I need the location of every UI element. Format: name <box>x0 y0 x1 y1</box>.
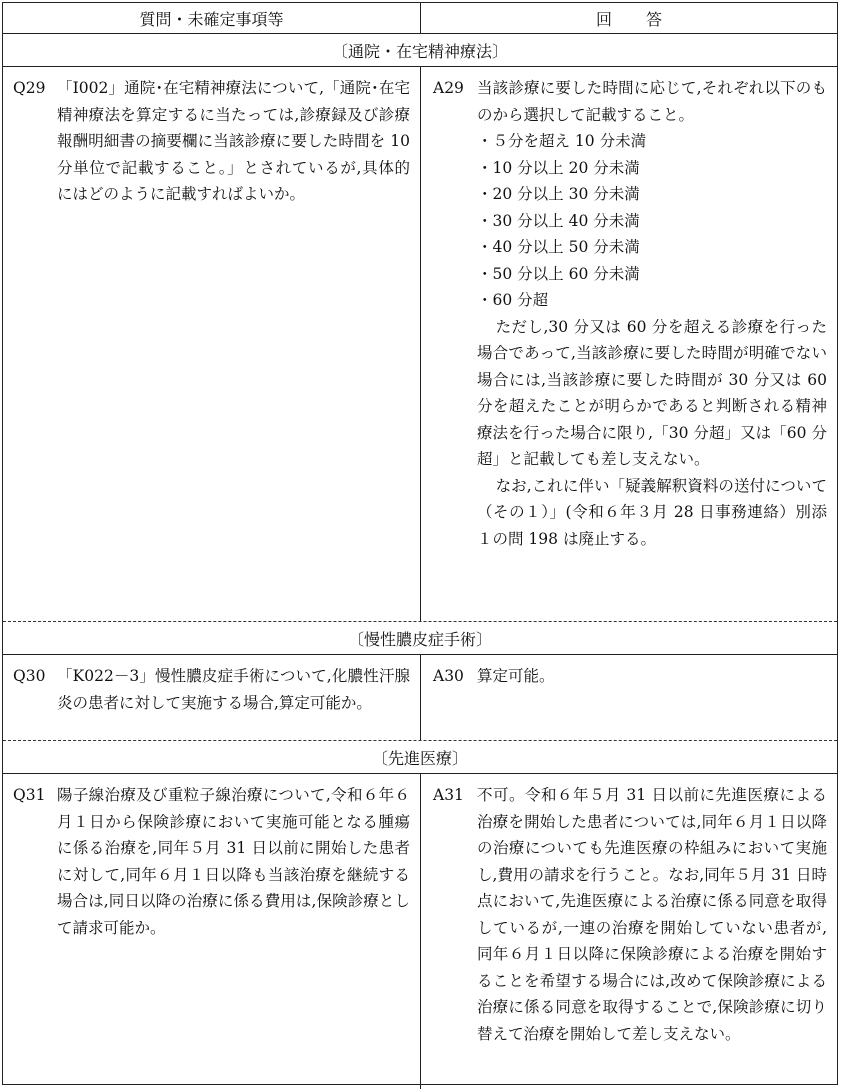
qa-row-q29 <box>3 67 837 622</box>
answer-number: A29 <box>433 79 464 97</box>
question-text: 陽子線治療及び重粒子線治療について,令和６年６月１日から保険診療において実施可能となる腫瘍に係る治療を,同年５月 31 日以前に開始した患者に対して,同年６月１日以降も当該治療を継続する場合は,同日以降の治療に係る費用は,保険診療として請求可能か。 <box>57 786 410 937</box>
section-title-advanced-medicine: 〔先進医療〕 <box>3 741 837 774</box>
list-item: ・30 分以上 40 分未満 <box>477 211 640 230</box>
qa-row-q30 <box>3 655 837 741</box>
question-text: 「I002」通院･在宅精神療法について,「通院･在宅精神療法を算定するに当たっては,診療録及び診療報酬明細書の摘要欄に当該診療に要した時間を 10 分単位で記載すること。」とされているが,具体的にはどのように記載すればよいか。 <box>57 79 410 203</box>
answer-paragraph: なお,これに伴い「疑義解釈資料の送付について（その１）」(令和６年３月 28 日事務連絡）別添１の問 198 は廃止する。 <box>477 476 827 548</box>
question-cell <box>3 67 421 621</box>
section-title-psychotherapy: 〔通院・在宅精神療法〕 <box>3 34 837 67</box>
answer-number: A30 <box>433 667 464 685</box>
list-item: ・10 分以上 20 分未満 <box>477 158 640 177</box>
answer-column-header: 回答 <box>595 9 696 29</box>
section-title-pyoderma: 〔慢性膿皮症手術〕 <box>3 622 837 655</box>
question-number: Q29 <box>13 79 46 97</box>
list-item: ・50 分以上 60 分未満 <box>477 264 640 283</box>
question-cell <box>3 655 421 740</box>
duration-list <box>477 128 827 314</box>
answer-text: 不可。令和６年５月 31 日以前に先進医療による治療を開始した患者については,同年６月１日以降の治療についても先進医療の枠組みにおいて実施し,費用の請求を行うこと。なお,同年５月 31 日時点において,先進医療による治療に係る同意を取得しているが,一連の治療を開始していない患者が,同年６月１日以降に保険診療による治療を開始することを希望する場合には,改めて保険診療による治療に係る同意を取得することで,保険診療に切り替えて治療を開始して差し支えない。 <box>477 786 827 1043</box>
list-item: ・40 分以上 50 分未満 <box>477 238 640 256</box>
qa-row-q31 <box>3 774 837 1089</box>
answer-cell <box>421 67 837 621</box>
qa-table <box>2 2 838 1085</box>
question-number: Q30 <box>13 667 46 685</box>
list-item: ・20 分以上 30 分未満 <box>477 185 640 203</box>
answer-cell <box>421 655 837 740</box>
question-number: Q31 <box>13 786 46 804</box>
question-cell <box>3 774 421 1089</box>
question-column-header: 質問・未確定事項等 <box>3 3 421 33</box>
answer-number: A31 <box>433 786 464 804</box>
question-text: 「K022－3」慢性膿皮症手術について,化膿性汗腺炎の患者に対して実施する場合,算定可能か。 <box>57 667 410 712</box>
table-header <box>3 3 837 34</box>
answer-paragraph: ただし,30 分又は 60 分を超える診療を行った場合であって,当該診療に要した時間が明確でない場合には,当該診療に要した時間が 30 分又は 60 分を超えたことが明らかであると判断される精神療法を行った場合に限り,「30 分超」又は「60 分超」と記載しても差し支えない。 <box>477 317 827 468</box>
answer-cell <box>421 774 837 1089</box>
list-item: ・60 分超 <box>477 291 549 309</box>
answer-intro: 当該診療に要した時間に応じて,それぞれ以下のものから選択して記載すること。 <box>477 79 827 124</box>
list-item: ・５分を超え 10 分未満 <box>477 132 647 150</box>
answer-text: 算定可能。 <box>477 667 555 685</box>
